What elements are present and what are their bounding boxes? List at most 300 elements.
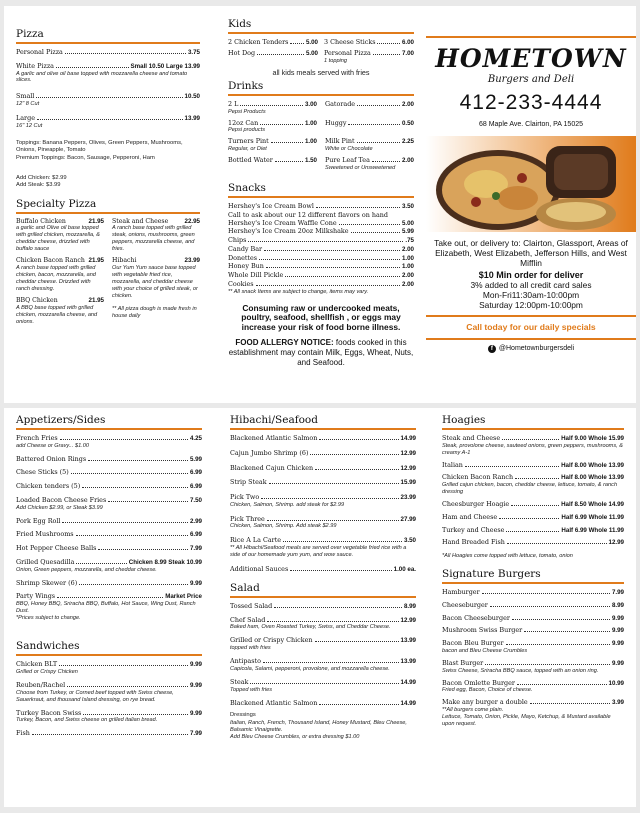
dot-leader — [59, 665, 188, 666]
item-description: Swiss Cheese, Sriracha BBQ sauce, topped with an onion ring. — [442, 667, 599, 674]
hoagies-burgers-column — [442, 408, 624, 732]
item-name: Hershey's Ice Cream Waffle Cone — [228, 218, 337, 227]
item-name: Pick Two — [230, 493, 260, 501]
salad-divider — [230, 596, 416, 598]
menu-item-row — [228, 211, 414, 219]
item-name: Cheesburger Hoagie — [442, 500, 510, 509]
grid-item-row — [228, 100, 317, 109]
allergy-text: foods cooked in this establishment may contain Milk, Eggs, Wheat, Nuts, and Seafood. — [228, 338, 414, 367]
item-name: Gatorade — [325, 99, 356, 108]
restaurant-subtitle: Burgers and Deli — [487, 74, 575, 85]
item-name: Fried Mushrooms — [16, 530, 74, 539]
item-price: 9.99 — [611, 627, 624, 635]
grid-item — [325, 100, 414, 116]
item-price: Half 8.00 Whole 13.99 — [561, 474, 624, 482]
menu-item — [230, 515, 416, 531]
dressings-label: Dressings — [230, 712, 256, 719]
item-name: Small — [16, 92, 35, 101]
menu-item-row — [16, 579, 202, 588]
menu-item — [16, 468, 202, 477]
hours-saturday: Saturday 12:00pm-10:00pm — [479, 300, 583, 311]
menu-item-personal-pizza — [16, 48, 200, 57]
dot-leader — [261, 498, 398, 499]
delivery-minimum: $10 Min order for deliver — [478, 270, 584, 281]
item-description: **All burgers come plain. — [442, 707, 504, 714]
item-name: Chicken Bacon Ranch — [442, 473, 514, 482]
item-name: Mushroom Swiss Burger — [442, 626, 523, 635]
item-name: Additional Sauces — [230, 565, 289, 574]
sandwiches-items — [16, 660, 202, 738]
dot-leader — [267, 621, 398, 622]
item-price: 7.50 — [189, 496, 202, 504]
item-name: Bacon Omlette Burger — [442, 678, 515, 687]
item-price: 6.00 — [401, 39, 414, 46]
menu-item — [16, 434, 202, 450]
item-name: 3 Cheese Sticks — [324, 38, 376, 46]
menu-bottom-page — [4, 408, 636, 807]
dot-leader — [108, 501, 188, 502]
menu-item — [442, 513, 624, 522]
social-handle[interactable] — [426, 345, 636, 353]
menu-item-row — [230, 464, 416, 473]
dot-leader — [266, 267, 400, 268]
menu-item-row — [442, 500, 624, 509]
item-name: Make any burger a double — [442, 698, 528, 707]
grid-item-row — [325, 156, 414, 165]
item-price: Market Price — [165, 593, 202, 601]
grid-item-row — [325, 137, 414, 146]
dot-leader — [275, 161, 303, 162]
kids-items — [228, 38, 414, 64]
menu-item — [442, 588, 624, 597]
item-name: Blackened Cajun Chicken — [230, 463, 314, 472]
social-handle-text: @Hometownburgersdeli — [498, 344, 575, 352]
menu-item-row — [442, 659, 624, 668]
menu-item — [228, 262, 414, 271]
menu-item-row — [16, 729, 202, 738]
item-name: Bottled Water — [228, 156, 273, 165]
item-price: 10.99 — [608, 679, 624, 687]
grid-item-row — [325, 119, 414, 128]
dot-leader — [506, 531, 559, 532]
kids-drinks-snacks-column — [228, 6, 414, 367]
menu-item — [16, 579, 202, 588]
item-price: Half 9.00 Whole 15.99 — [561, 435, 624, 442]
item-name: Steak and Cheese — [112, 217, 169, 225]
item-description: Sweetened or Unsweetened — [325, 164, 396, 171]
grid-item — [228, 49, 318, 65]
item-name: BBQ Chicken — [16, 296, 58, 304]
dot-leader — [267, 520, 399, 521]
item-name: Italian — [442, 460, 463, 469]
food-allergy-notice — [228, 338, 414, 367]
item-description: Fried egg, Bacon, Choice of cheese. — [442, 687, 533, 694]
drinks-items — [228, 100, 414, 172]
specialty-pizza-item — [16, 297, 104, 326]
item-price: 13.99 — [400, 658, 416, 666]
brand-bottom-bar — [426, 338, 636, 340]
burgers-items — [442, 588, 624, 728]
snacks-note: ** All snack Items are subject to change, items may vary. — [228, 288, 369, 295]
specialty-title-row — [112, 218, 200, 226]
menu-item-row — [228, 245, 414, 254]
item-name: Turners Pint — [228, 137, 269, 146]
dot-leader — [36, 97, 182, 98]
specialty-grid — [16, 218, 200, 330]
dot-leader — [506, 644, 610, 645]
menu-item-row — [230, 565, 416, 574]
specialty-divider — [16, 212, 200, 214]
menu-item-row — [442, 473, 624, 482]
menu-item-row — [228, 262, 414, 271]
menu-item-row — [442, 538, 624, 547]
item-price: 8.99 — [403, 602, 416, 610]
menu-item — [228, 245, 414, 254]
dot-leader — [502, 439, 559, 440]
dot-leader — [264, 250, 400, 251]
item-price: 7.00 — [401, 49, 414, 57]
dot-leader — [290, 43, 304, 44]
item-price: 2.00 — [401, 100, 414, 108]
brand-top-bar — [426, 36, 636, 38]
item-price: 12.99 — [400, 464, 416, 472]
item-price: 22.95 — [184, 217, 200, 225]
sandwiches-header: Sandwiches — [16, 640, 80, 653]
food-safety-warning: Consuming raw or undercooked meats, poultry, seafood, shellfish , or eggs may increase your risk of food borne illness. — [241, 302, 401, 332]
item-price: 1.00 — [401, 254, 414, 262]
item-price: 9.99 — [611, 614, 624, 622]
item-price: 12.99 — [400, 616, 416, 624]
grid-item-row — [228, 49, 318, 58]
item-price: 21.95 — [88, 217, 104, 225]
dot-leader — [250, 683, 398, 684]
dressings-list: Italian, Ranch, French, Thousand Island, Honey Mustard, Bleu Cheese, Balsamic Vinaigrette. — [230, 719, 407, 733]
facebook-icon: f — [488, 345, 496, 353]
grid-item-row — [324, 49, 414, 58]
menu-item — [230, 602, 416, 611]
menu-item — [230, 536, 416, 559]
item-price: 7.99 — [189, 730, 202, 738]
menu-item-row — [16, 544, 202, 553]
pizza-column — [16, 6, 200, 330]
item-description: Baked ham, Oven Roasted Turkey, Swiss, and Cheddar Cheese. — [230, 624, 391, 631]
item-price: 27.99 — [400, 515, 416, 523]
phone-number: 412-233-4444 — [459, 91, 603, 114]
item-name: Hamburger — [442, 588, 480, 597]
grid-item — [228, 119, 317, 135]
menu-item — [230, 449, 416, 458]
menu-item-row — [230, 602, 416, 611]
menu-item-row — [230, 678, 416, 687]
menu-item — [16, 544, 202, 553]
specialty-note: ** All pizza dough is made fresh in house daily — [112, 305, 197, 319]
grid-item-row — [228, 156, 317, 165]
dot-leader — [465, 466, 559, 467]
menu-item-row — [442, 698, 624, 707]
item-description: A ranch base topped with grilled steak, onions, mushrooms, green peppers, mozzarella cheese, and fries. — [112, 225, 195, 253]
item-description: bacon and Bleu Cheese Crumbles — [442, 647, 528, 654]
dot-leader — [76, 535, 188, 536]
item-description: a garlic and Olive oil base topped with grilled chicken, mozzarella, & cheddar cheese, drizzled with buffalo sauce — [16, 225, 100, 253]
dot-leader — [310, 454, 398, 455]
menu-item-row — [16, 482, 202, 491]
specialty-pizza-header: Specialty Pizza — [16, 197, 97, 210]
dot-leader — [490, 606, 610, 607]
item-name: French Fries — [16, 434, 58, 442]
specialty-pizza-item — [16, 257, 104, 293]
item-name: Fish — [16, 729, 30, 738]
menu-item — [228, 211, 414, 219]
dot-leader — [339, 224, 400, 225]
menu-item-row — [442, 513, 624, 522]
snacks-items — [228, 202, 414, 289]
menu-item-row — [442, 601, 624, 610]
item-price: 15.99 — [400, 479, 416, 487]
dot-leader — [285, 276, 400, 277]
item-price: 6.99 — [189, 483, 202, 491]
appetizers-divider — [16, 428, 202, 430]
grid-item — [325, 156, 414, 172]
item-price: 14.99 — [400, 699, 416, 707]
menu-item-row — [230, 478, 416, 487]
dot-leader — [57, 597, 163, 598]
dot-leader — [263, 662, 399, 663]
menu-item — [16, 729, 202, 738]
item-name: Blackened Atlantic Salmon — [230, 434, 318, 442]
item-description: Grilled cajun chicken, bacon, cheddar cheese, lettuce, tomato, & ranch dressing — [442, 482, 618, 496]
grid-item — [228, 100, 317, 116]
item-name: Bacon Cheeseburger — [442, 613, 510, 622]
pizza-add-chicken: Add Chicken: $2.99 — [16, 174, 67, 181]
item-price: 6.99 — [189, 469, 202, 477]
dot-leader — [76, 563, 126, 564]
menu-item — [16, 517, 202, 526]
item-price: 2.25 — [401, 138, 414, 146]
dressings-add: Add Bleu Cheese Crumbles, or extra dressing $1.00 — [230, 733, 360, 740]
dot-leader — [357, 142, 400, 143]
item-name: Large — [16, 114, 35, 123]
item-name: Buffalo Chicken — [16, 217, 66, 225]
item-name: Cookies — [228, 279, 254, 288]
menu-item — [16, 455, 202, 464]
menu-item — [442, 500, 624, 509]
hoagies-header: Hoagies — [442, 414, 486, 426]
menu-item — [230, 678, 416, 694]
dot-leader — [512, 619, 610, 620]
item-price: Small 10.50 Large 13.99 — [130, 62, 200, 70]
menu-item-row — [16, 434, 202, 443]
salad-items — [230, 602, 416, 707]
item-name: Chicken Bacon Ranch — [16, 257, 85, 265]
hibachi-header: Hibachi/Seafood — [230, 414, 318, 426]
item-description: A BBQ base topped with grilled chicken, mozzarella cheese, and onions. — [16, 304, 98, 325]
item-price: 2.00 — [401, 280, 414, 288]
grid-item-row — [228, 137, 317, 146]
credit-card-fee: 3% added to all credit card sales — [470, 280, 592, 291]
item-description: Onion, Green peppers, mozzarella, and cheddar cheese. — [16, 566, 157, 573]
menu-item — [228, 227, 414, 236]
hibachi-items — [230, 434, 416, 574]
dot-leader — [65, 53, 186, 54]
menu-item — [442, 679, 624, 695]
item-name: Loaded Bacon Cheese Fries — [16, 495, 107, 504]
item-description: ** All Hibachi/Seafood meals are served over vegetable fried rice with a side of our homemade yum yum, and wow sauce. — [230, 545, 407, 559]
menu-item-row — [16, 558, 202, 567]
menu-item — [228, 236, 414, 245]
item-name: Battered Onion Rings — [16, 454, 87, 463]
item-name: Call to ask about our 12 different flavors on hand — [228, 210, 388, 219]
item-price: 5.99 — [401, 228, 414, 236]
hoagies-divider — [442, 428, 624, 430]
menu-item-row — [228, 236, 414, 245]
menu-item-row — [228, 280, 414, 289]
dot-leader — [79, 584, 188, 585]
menu-item-white-pizza — [16, 62, 200, 71]
dot-leader — [348, 124, 399, 125]
item-name: Whole Dill Pickle — [228, 271, 284, 280]
item-description: Grilled or Crispy Chicken — [16, 668, 78, 675]
item-name: 2 Chicken Tenders — [228, 38, 289, 46]
item-price: 7.99 — [611, 589, 624, 597]
dot-leader — [67, 686, 188, 687]
pizza-header: Pizza — [16, 28, 44, 40]
item-description: Chicken, Salmon, Shrimp. add steak for $2.99 — [230, 501, 345, 508]
item-price: 5.00 — [305, 49, 318, 57]
item-name: Pork Egg Roll — [16, 516, 61, 525]
allergy-label: FOOD ALLERGY NOTICE: — [235, 338, 334, 348]
daily-specials: Call today for our daily specials — [466, 322, 596, 333]
dot-leader — [88, 460, 188, 461]
specialty-right-column — [112, 218, 200, 330]
appetizers-items — [16, 434, 202, 622]
kids-divider — [228, 32, 414, 34]
item-description: topped with fries — [230, 645, 271, 652]
item-price: 1.00 — [304, 138, 317, 146]
menu-item — [442, 698, 624, 728]
snacks-divider — [228, 196, 414, 198]
dot-leader — [240, 105, 303, 106]
item-price: 14.99 — [400, 678, 416, 686]
item-name: Hand Breaded Fish — [442, 538, 505, 547]
menu-item-row — [442, 626, 624, 635]
item-name: Chips — [228, 236, 247, 245]
dot-leader — [62, 522, 187, 523]
dot-leader — [515, 478, 559, 479]
dot-leader — [83, 714, 188, 715]
specialty-left-column — [16, 218, 104, 330]
item-price: Half 6.99 Whole 11.99 — [561, 513, 624, 521]
dot-leader — [271, 142, 303, 143]
item-description: Choose from Turkey, or Corned beef topped with Swiss cheese, Sauerkraut, and thousand Island dressing, on rye bread. — [16, 689, 174, 703]
item-name: Candy Bar — [228, 244, 263, 253]
item-description: A garlic and olive oil base topped with mozzarella cheese and tomato slices. — [16, 70, 188, 84]
grid-item — [228, 137, 317, 153]
hours-weekday: Mon-Fri11:30am-10:00pm — [482, 290, 580, 301]
food-photo — [426, 136, 636, 232]
item-name: Personal Pizza — [16, 48, 63, 56]
item-price: 23.99 — [184, 257, 200, 265]
menu-item — [16, 558, 202, 574]
item-price: 14.99 — [400, 435, 416, 442]
item-price: 6.99 — [189, 531, 202, 539]
dot-leader — [507, 543, 607, 544]
menu-item — [16, 681, 202, 704]
dot-leader — [260, 124, 303, 125]
item-price: 3.50 — [403, 537, 416, 545]
menu-item-row — [228, 202, 414, 211]
item-description: 12" 8 Cut — [16, 101, 40, 108]
menu-item-row — [228, 271, 414, 280]
menu-item-row — [230, 616, 416, 625]
item-name: Reuben/Rachel — [16, 680, 66, 689]
dot-leader — [248, 241, 403, 242]
grid-item — [228, 156, 317, 172]
item-name: Turkey Bacon Swiss — [16, 708, 82, 717]
specialty-title-row — [112, 257, 200, 265]
item-price: 5.99 — [189, 455, 202, 463]
grid-item-row — [324, 38, 414, 47]
dot-leader — [82, 487, 188, 488]
menu-item — [228, 219, 414, 228]
dot-leader — [319, 704, 398, 705]
item-price: 10.50 — [184, 93, 200, 101]
item-description: 16" 12 Cut — [16, 122, 43, 129]
item-price: 2.00 — [401, 272, 414, 280]
item-description: Turkey, Bacon, and Swiss cheese on grilled italian bread. — [16, 717, 158, 724]
dot-leader — [315, 469, 398, 470]
hoagies-items — [442, 434, 624, 547]
dot-leader — [373, 54, 400, 55]
menu-item — [442, 601, 624, 610]
menu-item — [230, 493, 416, 509]
menu-item-row — [230, 515, 416, 524]
menu-item — [228, 271, 414, 280]
hibachi-salad-column — [230, 408, 416, 741]
menu-item-row — [230, 493, 416, 502]
menu-item-row — [16, 496, 202, 505]
item-price: 9.99 — [189, 579, 202, 587]
item-name: Party Wings — [16, 592, 56, 601]
menu-item — [230, 657, 416, 673]
item-name: Shrimp Skewer (6) — [16, 578, 78, 587]
pizza-divider — [16, 42, 200, 44]
specialty-pizza-item — [112, 257, 200, 300]
dot-leader — [259, 259, 400, 260]
item-price: 21.95 — [88, 296, 104, 304]
dot-leader — [98, 549, 188, 550]
item-price: 1.00 — [401, 263, 414, 271]
menu-item — [230, 565, 416, 574]
item-name: Hot Pepper Cheese Balls — [16, 544, 97, 553]
dot-leader — [32, 734, 188, 735]
delivery-areas: Take out, or delivery to: Clairton, Glassport, Areas of Elizabeth, West Elizabeth, Jefferson Hills, and West Mifflin — [434, 238, 628, 269]
menu-item-row — [16, 517, 202, 526]
pizza-toppings: Toppings: Banana Peppers, Olives, Green Peppers, Mushrooms, Onions, Pineapple, Tomato — [16, 139, 183, 154]
dot-leader — [71, 473, 188, 474]
item-price: 2.00 — [401, 245, 414, 253]
item-price: 5.00 — [305, 39, 318, 46]
dot-leader — [315, 641, 399, 642]
grid-item — [228, 38, 318, 47]
item-price: Half 6.99 Whole 11.99 — [561, 526, 624, 534]
menu-item — [228, 280, 414, 289]
item-price: Chicken 8.99 Steak 10.99 — [128, 558, 202, 566]
dot-leader — [357, 105, 400, 106]
dot-leader — [517, 684, 607, 685]
menu-item — [442, 659, 624, 675]
menu-item-row — [16, 455, 202, 464]
specialty-title-row — [16, 218, 104, 226]
